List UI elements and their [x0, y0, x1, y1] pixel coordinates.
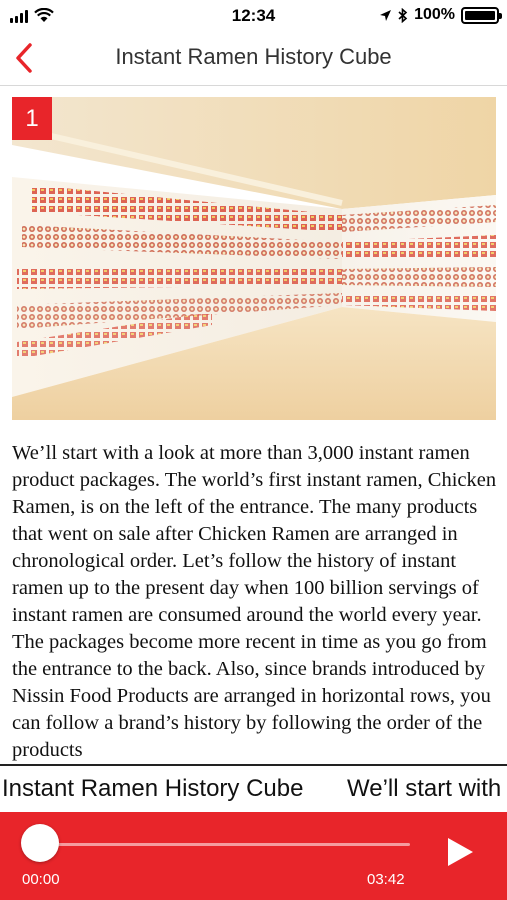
marquee-title: Instant Ramen History Cube: [2, 775, 304, 802]
play-button[interactable]: [440, 832, 480, 872]
play-icon: [446, 837, 474, 867]
progress-track[interactable]: [40, 843, 410, 846]
status-bar-right: [379, 6, 499, 24]
status-time: 12:34: [231, 6, 276, 25]
progress-slider-handle[interactable]: [21, 824, 59, 862]
chevron-left-icon: [14, 43, 34, 73]
battery-percent: 100%: [414, 6, 455, 23]
audio-player: [0, 812, 507, 900]
exhibit-photo: [12, 97, 496, 420]
exhibit-description: We’ll start with a look at more than 3,000 instant ramen product packages. The world’s first instant ramen, Chicken Ramen, is on the left of the entrance. The many products that went on sale after Chicken Ramen are arranged in chronological order. Let’s follow the history of instant ramen up to the present day when 100 billion servings of instant ramen are consumed around the world every year. The packages become more recent in time as you go from the entrance to the back. Also, since brands introduced by Nissin Food Products are arranged in horizontal rows, you can follow a brand’s history by following the order of the products: [12, 442, 497, 761]
now-playing-marquee: [0, 770, 507, 810]
location-arrow-icon: [379, 9, 392, 22]
bluetooth-icon: [398, 8, 408, 23]
back-button[interactable]: [6, 40, 42, 76]
exhibit-number-badge: 1: [12, 97, 52, 140]
nav-bar: [0, 32, 507, 86]
divider: [0, 764, 507, 766]
battery-icon: [461, 7, 499, 24]
status-bar: [0, 0, 507, 32]
current-time: 00:00: [22, 871, 60, 888]
total-time: 03:42: [367, 871, 405, 888]
marquee-text: We’ll start with: [347, 775, 502, 802]
page-title: Instant Ramen History Cube: [115, 44, 392, 69]
